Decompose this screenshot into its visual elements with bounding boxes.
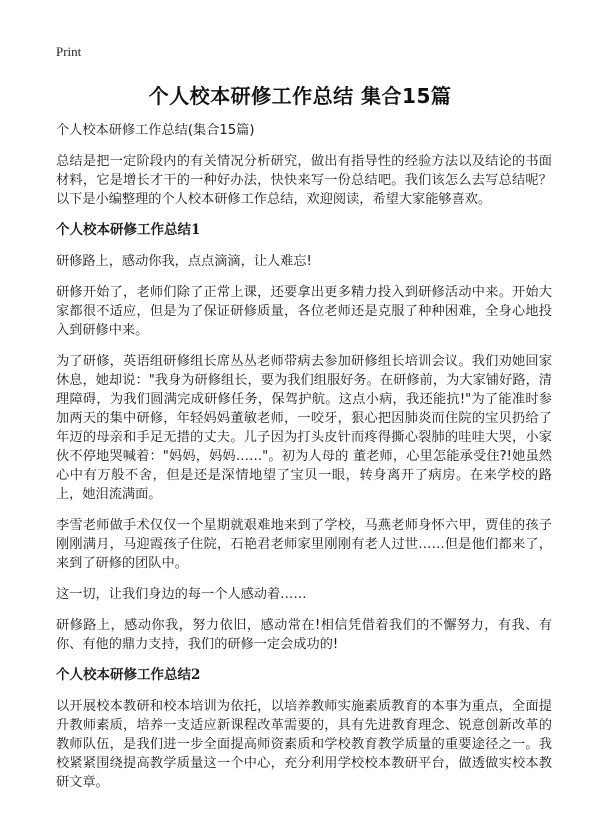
document-body bbox=[56, 121, 552, 804]
paragraph: 研修路上，感动你我，点点滴滴，让人难忘! bbox=[56, 254, 312, 269]
section-heading-2: 个人校本研修工作总结2 bbox=[56, 667, 201, 683]
section-heading-1: 个人校本研修工作总结1 bbox=[56, 222, 201, 238]
paragraph: 研修路上，感动你我，努力依旧，感动常在!相信凭借着我们的不懈努力，有我、有你、有他的鼎力支持，我们的研修一定会成功的! bbox=[56, 618, 552, 652]
page-title: 个人校本研修工作总结 集合15篇 bbox=[148, 84, 452, 108]
paragraph: 为了研修，英语组研修组长席丛丛老师带病去参加研修组长培训会议。我们劝她回家休息，她却说："我身为研修组长，要为我们组服好务。在研修前，为大家铺好路，清理障碍，为我们圆满完成研修任务，保驾护航。这点小病，我还能抗!"为了能准时参加两天的集中研修，年轻妈妈董敏老师，一咬牙，狠心把因肺炎而住院的宝贝扔给了年迈的母亲和手足无措的丈夫。儿子因为打头皮针而疼得撕心裂肺的哇哇大哭，小家伙不停地哭喊着："妈妈，妈妈……"。初为人母的 董老师，心里怎能承受住?!她虽然心中有万般不舍，但是还是深情地望了宝贝一眼，转身离开了病房。在来学校的路上，她泪流满面。 bbox=[56, 354, 552, 502]
intro-paragraph: 总结是把一定阶段内的有关情况分析研究，做出有指导性的经验方法以及结论的书面材料，它是增长才干的一种好办法，快快来写一份总结吧。我们该怎么去写总结呢？以下是小编整理的个人校本研修工作总结，欢迎阅读，希望大家能够喜欢。 bbox=[56, 154, 552, 207]
paragraph: 这一切，让我们身边的每一个人感动着…… bbox=[56, 587, 307, 602]
paragraph: 研修开始了，老师们除了正常上课，还要拿出更多精力投入到研修活动中来。开始大家都很不适应，但是为了保证研修质量，各位老师还是克服了种种困难，全身心地投入到研修中来。 bbox=[56, 285, 552, 338]
paragraph: 以开展校本教研和校本培训为依托，以培养教师实施素质教育的本事为重点，全面提升教师素质，培养一支适应新课程改革需要的，具有先进教育理念、锐意创新改革的教师队伍，是我们进一步全面提高师资素质和学校教育教学质量的重要途径之一。我校紧紧围绕提高教学质量这一个中心，充分利用学校校本教研平台，做透做实校本教研文章。 bbox=[56, 699, 552, 790]
paragraph: 李雪老师做手术仅仅一个星期就艰难地来到了学校，马燕老师身怀六甲，贾佳的孩子刚刚满月，马迎霞孩子住院，石艳君老师家里刚刚有老人过世……但是他们都来了，来到了研修的团队中。 bbox=[56, 518, 552, 571]
subtitle: 个人校本研修工作总结(集合15篇) bbox=[56, 123, 255, 138]
print-link[interactable]: Print bbox=[56, 44, 82, 59]
